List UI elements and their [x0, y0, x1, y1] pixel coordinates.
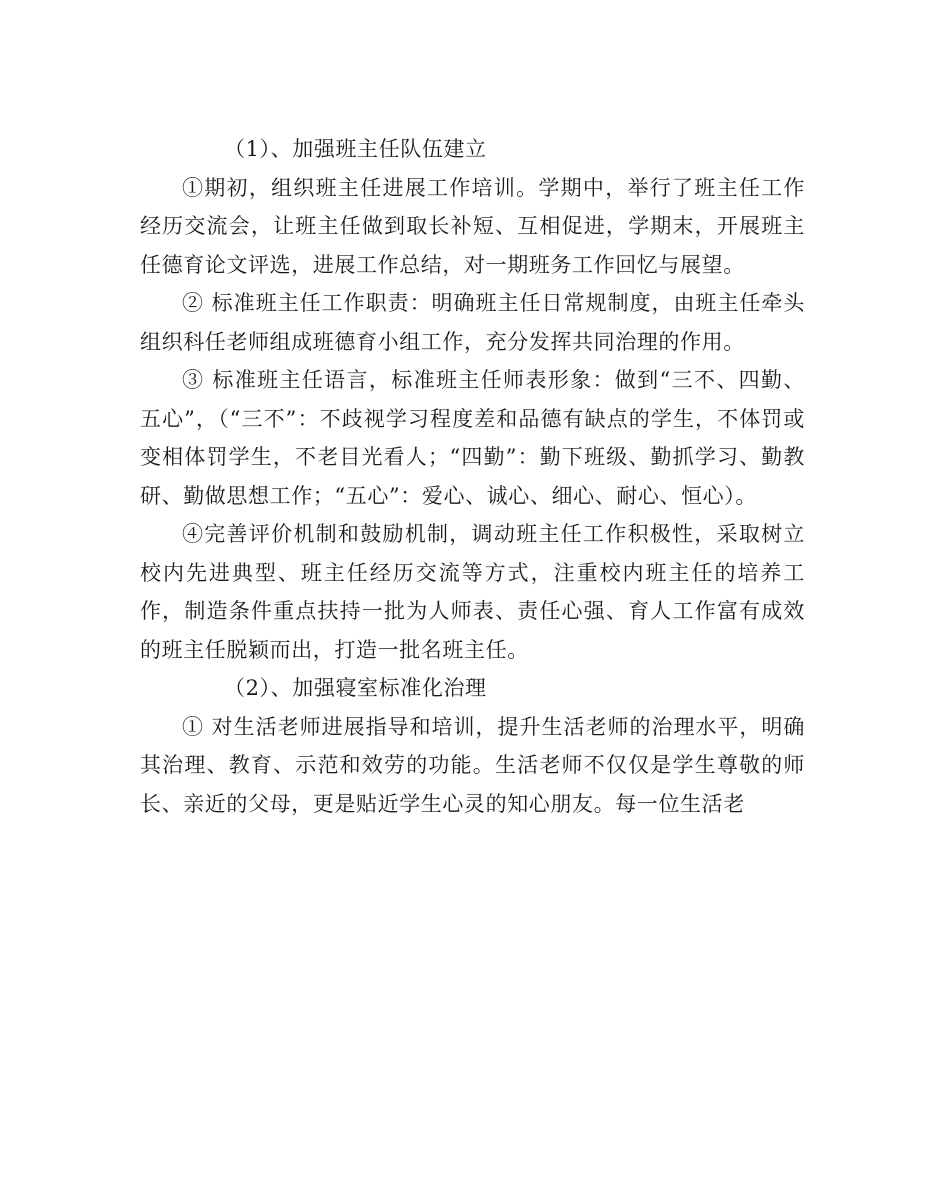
paragraph-4: ④完善评价机制和鼓励机制，调动班主任工作积极性，采取树立校内先进典型、班主任经历交流等方式，注重校内班主任的培养工作，制造条件重点扶持一批为人师表、责任心强、育人工作富有成效的班主任脱颖而出，打造一批名班主任。	[140, 522, 805, 662]
paragraph-5: ① 对生活老师进展指导和培训，提升生活老师的治理水平，明确其治理、教育、示范和效劳的功能。生活老师不仅仅是学生尊敬的师长、亲近的父母，更是贴近学生心灵的知心朋友。每一位生活老	[140, 714, 805, 816]
paragraph-3: ③ 标准班主任语言，标准班主任师表形象：做到“三不、四勤、五心”，（“三不”：不歧视学习程度差和品德有缺点的学生，不体罚或变相体罚学生，不老目光看人；“四勤”：勤下班级、勤抓学习、勤教研、勤做思想工作；“五心”：爱心、诚心、细心、耐心、恒心）。	[140, 368, 805, 508]
paragraph-1: ①期初，组织班主任进展工作培训。学期中，举行了班主任工作经历交流会，让班主任做到取长补短、互相促进，学期末，开展班主任德育论文评选，进展工作总结，对一期班务工作回忆与展望。	[140, 175, 805, 277]
section-heading-2: （2）、加强寝室标准化治理	[224, 676, 487, 700]
section-heading-1: （1）、加强班主任队伍建立	[224, 137, 487, 161]
paragraph-2: ② 标准班主任工作职责：明确班主任日常规制度，由班主任牵头组织科任老师组成班德育小组工作，充分发挥共同治理的作用。	[140, 291, 805, 354]
document-body	[140, 130, 805, 823]
